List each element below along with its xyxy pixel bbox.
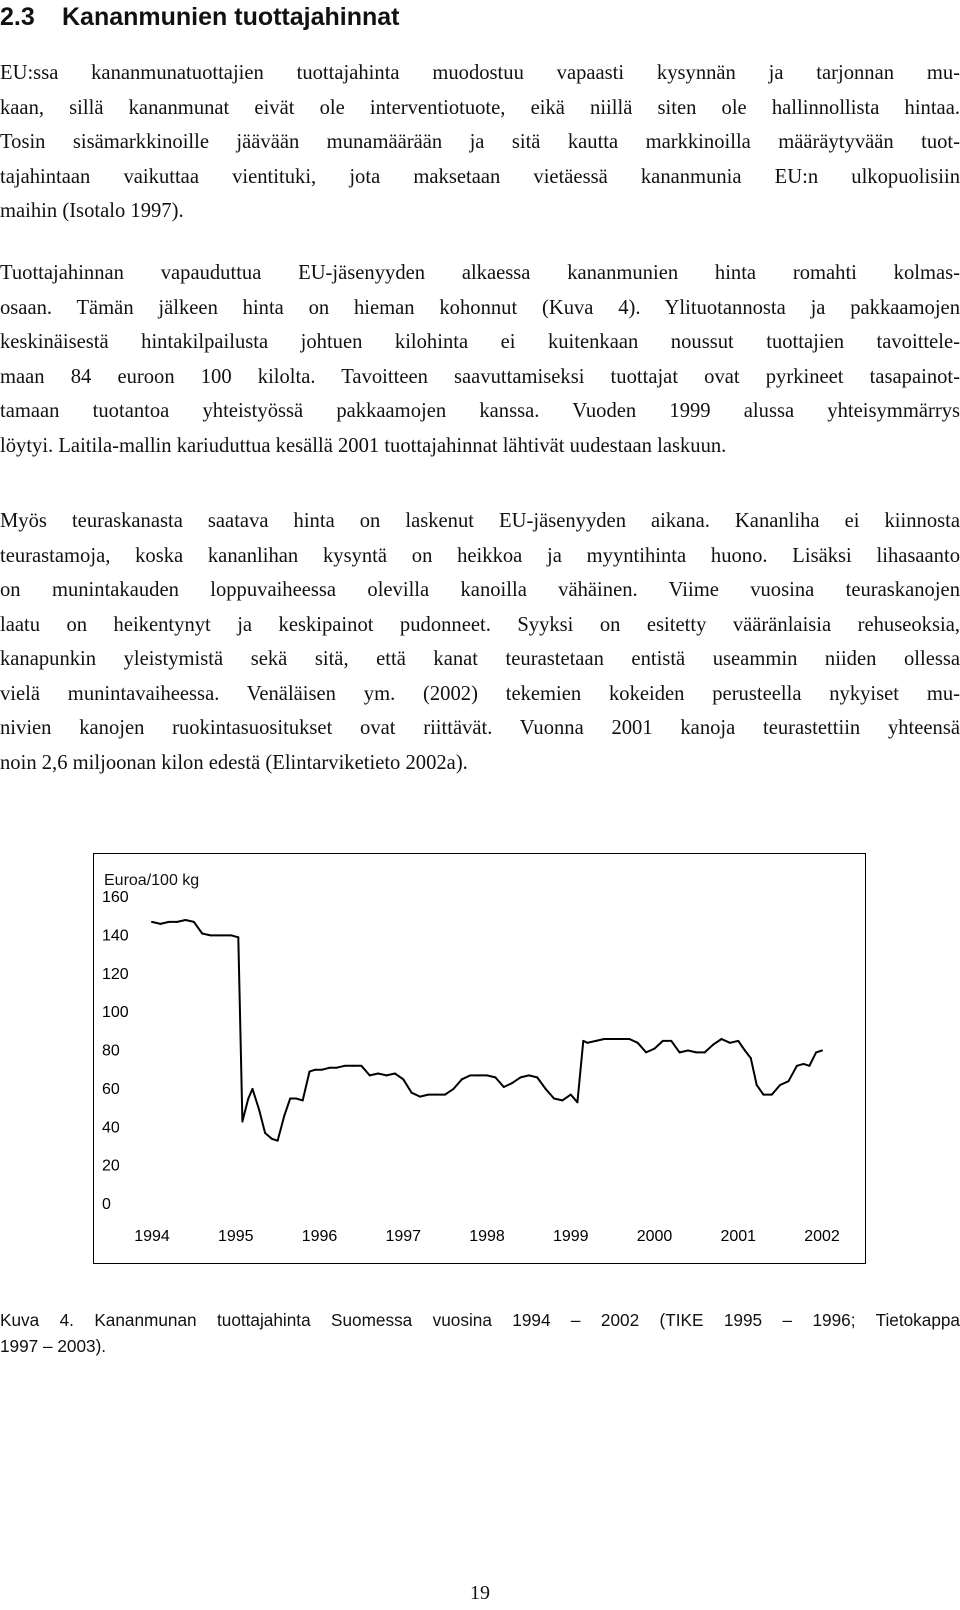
paragraph-line: osaan. Tämän jälkeen hinta on hieman kohonnut (Kuva 4). Ylituotannosta ja pakkaamojen bbox=[0, 296, 960, 319]
data-point bbox=[494, 1076, 496, 1078]
data-point bbox=[247, 1097, 249, 1099]
paragraph-line: tamaan tuotantoa yhteistyössä pakkaamojen kanssa. Vuoden 1999 alussa yhteisymmärrys bbox=[0, 400, 960, 422]
y-tick-label: 120 bbox=[102, 965, 129, 983]
data-point bbox=[528, 1074, 530, 1076]
data-point bbox=[176, 921, 178, 923]
data-point bbox=[744, 1050, 746, 1052]
data-point bbox=[402, 1078, 404, 1080]
x-tick-label: 2002 bbox=[804, 1228, 840, 1245]
data-point bbox=[302, 1099, 304, 1101]
data-point bbox=[369, 1074, 371, 1076]
data-point bbox=[603, 1038, 605, 1040]
chart-y-axis-label: Euroa/100 kg bbox=[104, 872, 200, 889]
paragraph-line: EU:ssa kananmunatuottajien tuottajahinta muodostuu vapaasti kysynnän ja tarjonnan mu- bbox=[0, 62, 960, 84]
data-point bbox=[394, 1073, 396, 1075]
data-point bbox=[159, 923, 161, 925]
data-point bbox=[756, 1084, 758, 1086]
data-point bbox=[687, 1050, 689, 1052]
x-tick-label: 1994 bbox=[134, 1228, 170, 1245]
data-point bbox=[469, 1074, 471, 1076]
data-point bbox=[779, 1084, 781, 1086]
paragraph-line: maan 84 euroon 100 kilolta. Tavoitteen saavuttamiseksi tuottajat ovat pyrkineet tasapainot- bbox=[0, 365, 960, 388]
data-point bbox=[808, 1065, 810, 1067]
data-point bbox=[796, 1065, 798, 1067]
paragraph-line: maihin (Isotalo 1997). bbox=[0, 200, 184, 222]
data-point bbox=[503, 1086, 505, 1088]
data-point bbox=[637, 1042, 639, 1044]
y-tick-label: 100 bbox=[102, 1004, 129, 1022]
y-tick-label: 80 bbox=[102, 1042, 120, 1060]
data-point bbox=[771, 1094, 773, 1096]
data-point bbox=[620, 1038, 622, 1040]
data-point bbox=[582, 1040, 584, 1042]
data-point bbox=[662, 1040, 664, 1042]
data-point bbox=[201, 932, 203, 934]
data-point bbox=[587, 1042, 589, 1044]
data-point bbox=[704, 1051, 706, 1053]
data-point bbox=[237, 936, 239, 938]
price-series-line bbox=[152, 920, 822, 1141]
data-point bbox=[241, 1120, 243, 1122]
data-point bbox=[252, 1088, 254, 1090]
data-point bbox=[329, 1067, 331, 1069]
data-point bbox=[595, 1040, 597, 1042]
paragraph-1 bbox=[0, 56, 960, 229]
data-point bbox=[427, 1094, 429, 1096]
data-point bbox=[570, 1094, 572, 1096]
data-point bbox=[386, 1074, 388, 1076]
data-point bbox=[444, 1094, 446, 1096]
y-tick-label: 20 bbox=[102, 1157, 120, 1175]
paragraph-line: kaan, sillä kananmunat eivät ole interventiotuote, eikä niillä siten ole hallinnollista hintaa. bbox=[0, 96, 960, 119]
data-point bbox=[264, 1132, 266, 1134]
data-point bbox=[803, 1063, 805, 1065]
data-point bbox=[271, 1138, 273, 1140]
data-point bbox=[308, 1071, 310, 1073]
data-point bbox=[151, 921, 153, 923]
paragraph-3 bbox=[0, 504, 960, 780]
data-point bbox=[277, 1140, 279, 1142]
paragraph-line: keskinäisestä hintakilpailusta johtuen kilohinta ei kuitenkaan noussut tuottajien tavoittele- bbox=[0, 331, 960, 353]
data-point bbox=[478, 1074, 480, 1076]
paragraph-line: tajahintaan vaikuttaa vientituki, jota maksetaan vietäessä kananmunia EU:n ulkopuolisiin bbox=[0, 165, 960, 188]
data-point bbox=[815, 1051, 817, 1053]
y-tick-label: 160 bbox=[102, 889, 129, 906]
data-point bbox=[721, 1038, 723, 1040]
data-point bbox=[679, 1051, 681, 1053]
data-point bbox=[645, 1051, 647, 1053]
x-tick-label: 1998 bbox=[469, 1228, 505, 1245]
paragraph-line: Tuottajahinnan vapauduttua EU-jäsenyyden alkaessa kananmunien hinta romahti kolmas- bbox=[0, 262, 960, 284]
paragraph-line: teurastamoja, koska kananlihan kysyntä on heikkoa ja myyntihinta huono. Lisäksi lihasaanto bbox=[0, 544, 960, 567]
data-point bbox=[295, 1097, 297, 1099]
caption-line: Kuva 4. Kananmunan tuottajahinta Suomessa vuosina 1994 – 2002 (TIKE 1995 – 1996; Tietokappa bbox=[0, 1310, 960, 1330]
x-tick-label: 1996 bbox=[301, 1228, 338, 1245]
paragraph-line: vielä munintavaiheessa. Venäläisen ym. (2002) tekemien kokeiden perusteella nykyiset mu- bbox=[0, 682, 960, 705]
section-heading bbox=[0, 2, 400, 32]
data-point bbox=[321, 1069, 323, 1071]
figure-4-chart bbox=[93, 853, 866, 1264]
paragraph-line: kanapunkin yleistymistä sekä sitä, että kanat teurastetaan entistä useammin niiden ollessa bbox=[0, 648, 960, 670]
page-number: 19 bbox=[470, 1582, 490, 1604]
paragraph-line: on munintakauden loppuvaiheessa olevilla kanoilla vähäinen. Viime vuosina teuraskanojen bbox=[0, 579, 960, 601]
data-point bbox=[185, 919, 187, 921]
data-point bbox=[352, 1065, 354, 1067]
data-point bbox=[283, 1115, 285, 1117]
paragraph-line: nivien kanojen ruokintasuositukset ovat riittävät. Vuonna 2001 kanoja teurastettiin yhteensä bbox=[0, 717, 960, 739]
data-point bbox=[654, 1048, 656, 1050]
data-point bbox=[670, 1040, 672, 1042]
data-point bbox=[712, 1044, 714, 1046]
data-point bbox=[360, 1065, 362, 1067]
x-tick-label: 1997 bbox=[385, 1228, 422, 1245]
data-point bbox=[628, 1038, 630, 1040]
y-tick-label: 140 bbox=[102, 927, 129, 945]
paragraph-line: Tosin sisämarkkinoille jäävään munamäärään ja sitä kautta markkinoilla määräytyvään tuot- bbox=[0, 131, 960, 153]
data-point bbox=[289, 1097, 291, 1099]
data-point bbox=[750, 1057, 752, 1059]
data-point bbox=[762, 1094, 764, 1096]
paragraph-2 bbox=[0, 256, 960, 463]
data-point bbox=[377, 1073, 379, 1075]
data-point bbox=[419, 1096, 421, 1098]
data-point bbox=[821, 1050, 823, 1052]
figure-caption bbox=[0, 1307, 960, 1359]
data-point bbox=[536, 1076, 538, 1078]
data-point bbox=[788, 1080, 790, 1082]
price-line-chart bbox=[94, 854, 865, 1263]
data-point bbox=[168, 921, 170, 923]
paragraph-line: Myös teuraskanasta saatava hinta on laskenut EU-jäsenyyden aikana. Kananliha ei kiinnosta bbox=[0, 510, 960, 532]
data-point bbox=[258, 1109, 260, 1111]
data-point bbox=[576, 1101, 578, 1103]
data-point bbox=[193, 921, 195, 923]
data-point bbox=[520, 1076, 522, 1078]
data-point bbox=[486, 1074, 488, 1076]
x-tick-label: 1999 bbox=[552, 1228, 589, 1245]
data-point bbox=[461, 1078, 463, 1080]
data-point bbox=[553, 1097, 555, 1099]
data-point bbox=[729, 1042, 731, 1044]
section-title: Kananmunien tuottajahinnat bbox=[62, 3, 400, 31]
x-tick-label: 2000 bbox=[636, 1228, 673, 1245]
data-point bbox=[436, 1094, 438, 1096]
caption-line: 1997 – 2003). bbox=[0, 1336, 107, 1356]
data-point bbox=[314, 1069, 316, 1071]
y-tick-label: 40 bbox=[102, 1119, 120, 1137]
data-point bbox=[453, 1088, 455, 1090]
data-point bbox=[411, 1092, 413, 1094]
data-point bbox=[344, 1065, 346, 1067]
paragraph-line: löytyi. Laitila-mallin kariuduttua kesällä 2001 tuottajahinnat lähtivät uudestaan laskuun. bbox=[0, 434, 727, 457]
y-tick-label: 60 bbox=[102, 1080, 120, 1098]
paragraph-line: laatu on heikentynyt ja keskipainot pudonneet. Syyksi on esitetty vääränlaisia rehuseoksia, bbox=[0, 613, 960, 636]
data-point bbox=[218, 934, 220, 936]
data-point bbox=[561, 1099, 563, 1101]
data-point bbox=[545, 1088, 547, 1090]
section-number: 2.3 bbox=[0, 3, 35, 31]
y-tick-label: 0 bbox=[102, 1196, 111, 1213]
x-tick-label: 1995 bbox=[217, 1228, 254, 1245]
data-point bbox=[737, 1040, 739, 1042]
data-point bbox=[231, 934, 233, 936]
x-tick-label: 2001 bbox=[720, 1228, 757, 1245]
data-point bbox=[335, 1067, 337, 1069]
data-point bbox=[612, 1038, 614, 1040]
data-point bbox=[695, 1051, 697, 1053]
data-point bbox=[210, 934, 212, 936]
data-point bbox=[511, 1082, 513, 1084]
paragraph-line: noin 2,6 miljoonan kilon edestä (Elintarviketieto 2002a). bbox=[0, 751, 468, 774]
